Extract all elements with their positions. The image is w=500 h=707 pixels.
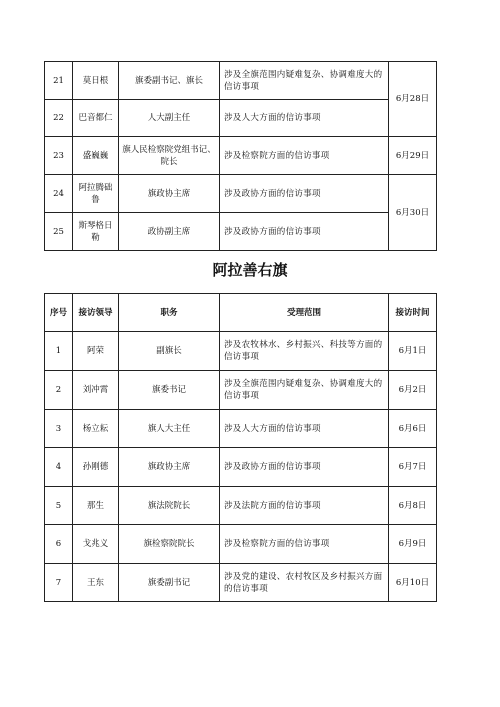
- petition-scope: 涉及全旗范围内疑难复杂、协调难度大的信访事项: [220, 371, 389, 410]
- table-row: [45, 525, 437, 564]
- table-row: [45, 487, 437, 525]
- visit-date: 6月2日: [389, 371, 437, 410]
- leader-name: 杨立耘: [73, 410, 119, 448]
- petition-scope: 涉及全旗范围内疑难复杂、协调难度大的信访事项: [220, 62, 389, 100]
- leader-name: 莫日根: [73, 62, 119, 100]
- leader-name: 那生: [73, 487, 119, 525]
- petition-scope: 涉及政协方面的信访事项: [220, 175, 389, 213]
- visit-date: 6月10日: [389, 564, 437, 602]
- petition-scope: 涉及政协方面的信访事项: [220, 448, 389, 487]
- leader-position: 副旗长: [119, 332, 220, 371]
- row-number: 24: [45, 175, 73, 213]
- leader-position: 旗政协主席: [119, 175, 220, 213]
- table-row: [45, 371, 437, 410]
- table-row: [45, 175, 437, 213]
- leader-name: 巴音都仁: [73, 100, 119, 137]
- petition-scope: 涉及政协方面的信访事项: [220, 213, 389, 251]
- leader-name: 阿拉腾础鲁: [73, 175, 119, 213]
- visit-date: 6月29日: [389, 137, 437, 175]
- table-row: [45, 564, 437, 602]
- petition-scope: 涉及人大方面的信访事项: [220, 100, 389, 137]
- visit-date: 6月28日: [389, 62, 437, 137]
- petition-scope: 涉及党的建设、农村牧区及乡村振兴方面的信访事项: [220, 564, 389, 602]
- row-number: 21: [45, 62, 73, 100]
- visit-date: 6月1日: [389, 332, 437, 371]
- header-leader: 接访领导: [73, 294, 119, 332]
- visit-date: 6月9日: [389, 525, 437, 564]
- visit-date: 6月8日: [389, 487, 437, 525]
- leader-name: 戈兆义: [73, 525, 119, 564]
- table-row: [45, 448, 437, 487]
- row-number: 6: [45, 525, 73, 564]
- leader-position: 政协副主席: [119, 213, 220, 251]
- leader-position: 旗委副书记、旗长: [119, 62, 220, 100]
- leader-name: 阿荣: [73, 332, 119, 371]
- section-title: 阿拉善右旗: [212, 261, 288, 279]
- leader-position: 旗检察院院长: [119, 525, 220, 564]
- row-number: 2: [45, 371, 73, 410]
- header-position: 职务: [119, 294, 220, 332]
- leader-name: 王东: [73, 564, 119, 602]
- row-number: 25: [45, 213, 73, 251]
- table-row: [45, 100, 437, 137]
- leader-name: 孙刚德: [73, 448, 119, 487]
- petition-scope: 涉及检察院方面的信访事项: [220, 137, 389, 175]
- leader-name: 斯琴格日勒: [73, 213, 119, 251]
- schedule-table-continued: [44, 61, 437, 251]
- leader-position: 旗委书记: [119, 371, 220, 410]
- table-header-row: [45, 294, 437, 332]
- petition-scope: 涉及人大方面的信访事项: [220, 410, 389, 448]
- header-time: 接访时间: [389, 294, 437, 332]
- visit-date: 6月7日: [389, 448, 437, 487]
- table-row: [45, 62, 437, 100]
- leader-name: 刘冲霄: [73, 371, 119, 410]
- leader-position: 旗政协主席: [119, 448, 220, 487]
- row-number: 7: [45, 564, 73, 602]
- petition-scope: 涉及检察院方面的信访事项: [220, 525, 389, 564]
- row-number: 1: [45, 332, 73, 371]
- table-row: [45, 137, 437, 175]
- leader-position: 旗人民检察院党组书记、院长: [119, 137, 220, 175]
- row-number: 22: [45, 100, 73, 137]
- visit-date: 6月6日: [389, 410, 437, 448]
- leader-position: 旗委副书记: [119, 564, 220, 602]
- row-number: 3: [45, 410, 73, 448]
- petition-scope: 涉及法院方面的信访事项: [220, 487, 389, 525]
- petition-scope: 涉及农牧林水、乡村振兴、科技等方面的信访事项: [220, 332, 389, 371]
- row-number: 5: [45, 487, 73, 525]
- leader-position: 人大副主任: [119, 100, 220, 137]
- leader-position: 旗法院院长: [119, 487, 220, 525]
- row-number: 4: [45, 448, 73, 487]
- visit-date: 6月30日: [389, 175, 437, 251]
- row-number: 23: [45, 137, 73, 175]
- schedule-table: [44, 293, 437, 602]
- leader-position: 旗人大主任: [119, 410, 220, 448]
- table-row: [45, 410, 437, 448]
- table-row: [45, 213, 437, 251]
- header-scope: 受理范围: [220, 294, 389, 332]
- table-row: [45, 332, 437, 371]
- header-number: 序号: [45, 294, 73, 332]
- leader-name: 盛巍巍: [73, 137, 119, 175]
